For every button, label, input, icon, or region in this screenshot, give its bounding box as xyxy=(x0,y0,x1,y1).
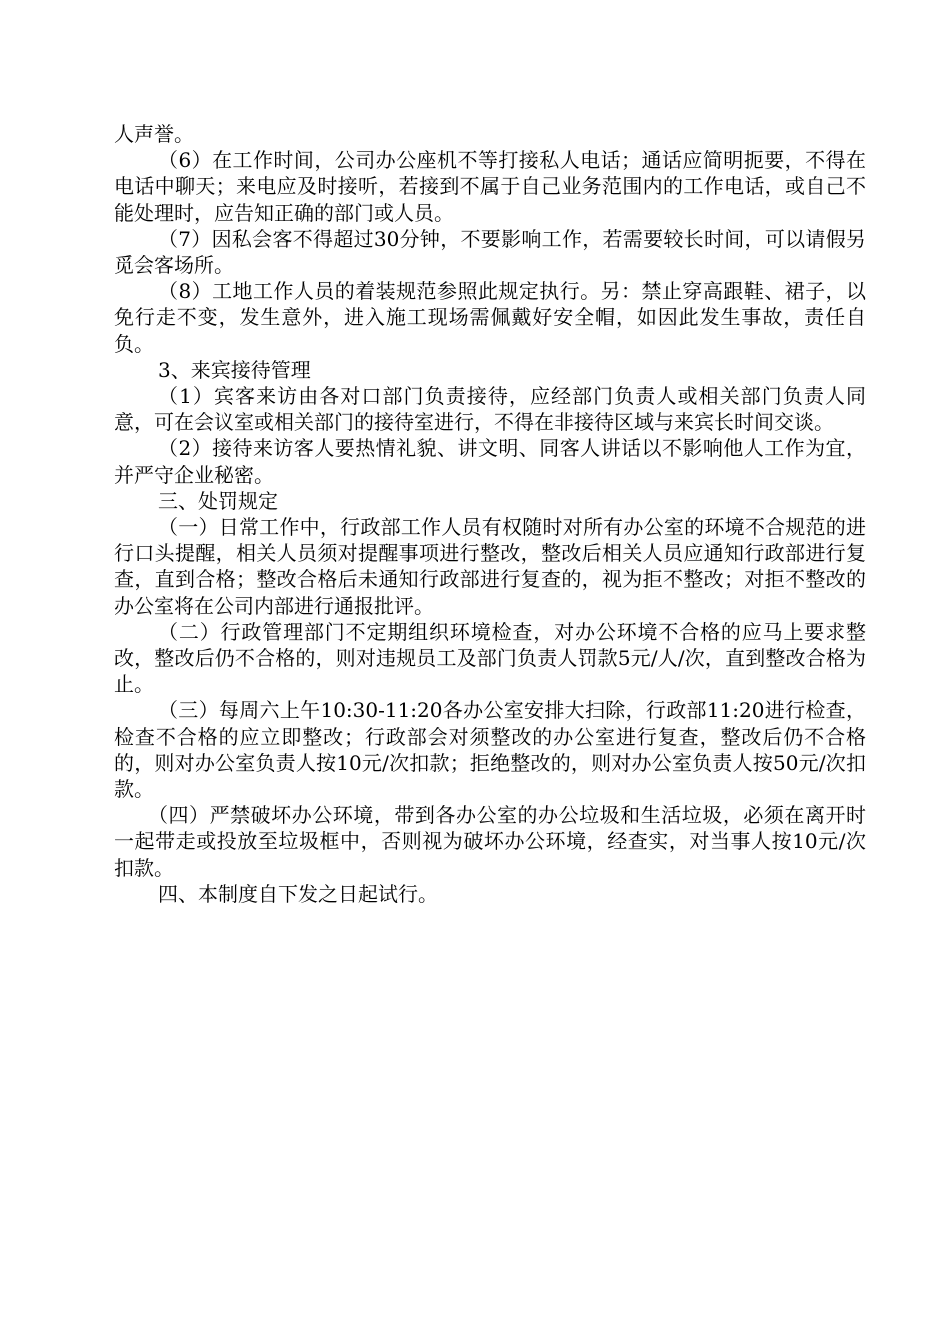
section-heading-penalties: 三、处罚规定 xyxy=(158,488,278,513)
paragraph-penalty-4: （四）严禁破坏办公环境，带到各办公室的办公垃圾和生活垃圾，必须在离开时一起带走或投放至垃圾框中，否则视为破坏办公环境，经查实，对当事人按10元/次扣款。 xyxy=(114,803,866,880)
section-heading-guest-reception: 3、来宾接待管理 xyxy=(158,357,311,382)
document-body xyxy=(114,121,866,907)
paragraph-continuation: 人声誉。 xyxy=(114,122,194,146)
paragraph-item-7: （7）因私会客不得超过30分钟，不要影响工作，若需要较长时间，可以请假另觅会客场所。 xyxy=(114,226,866,278)
paragraph-penalty-3: （三）每周六上午10:30-11:20各办公室安排大扫除，行政部11:20进行检查，检查不合格的应立即整改；行政部会对须整改的办公室进行复查，整改后仍不合格的，则对办公室负责人按10元/次扣款；拒绝整改的，则对办公室负责人按50元/次扣款。 xyxy=(114,698,866,802)
paragraph-item-6: （6）在工作时间，公司办公座机不等打接私人电话；通话应简明扼要，不得在电话中聊天；来电应及时接听，若接到不属于自己业务范围内的工作电话，或自己不能处理时，应告知正确的部门或人员。 xyxy=(114,148,866,225)
paragraph-reception-2: （2）接待来访客人要热情礼貌、讲文明、同客人讲话以不影响他人工作为宜，并严守企业秘密。 xyxy=(114,436,866,487)
section-heading-effective: 四、本制度自下发之日起试行。 xyxy=(158,881,438,906)
paragraph-item-8: （8）工地工作人员的着装规范参照此规定执行。另：禁止穿高跟鞋、裙子，以免行走不变，发生意外，进入施工现场需佩戴好安全帽，如因此发生事故，责任自负。 xyxy=(114,279,866,356)
paragraph-reception-1: （1）宾客来访由各对口部门负责接待，应经部门负责人或相关部门负责人同意，可在会议室或相关部门的接待室进行，不得在非接待区域与来宾长时间交谈。 xyxy=(114,384,866,435)
paragraph-penalty-2: （二）行政管理部门不定期组织环境检查，对办公环境不合格的应马上要求整改，整改后仍不合格的，则对违规员工及部门负责人罚款5元/人/次，直到整改合格为止。 xyxy=(114,619,866,697)
paragraph-penalty-1: （一）日常工作中，行政部工作人员有权随时对所有办公室的环境不合规范的进行口头提醒，相关人员须对提醒事项进行整改，整改后相关人员应通知行政部进行复查，直到合格；整改合格后未通知行政部进行复查的，视为拒不整改；对拒不整改的办公室将在公司内部进行通报批评。 xyxy=(114,515,866,618)
